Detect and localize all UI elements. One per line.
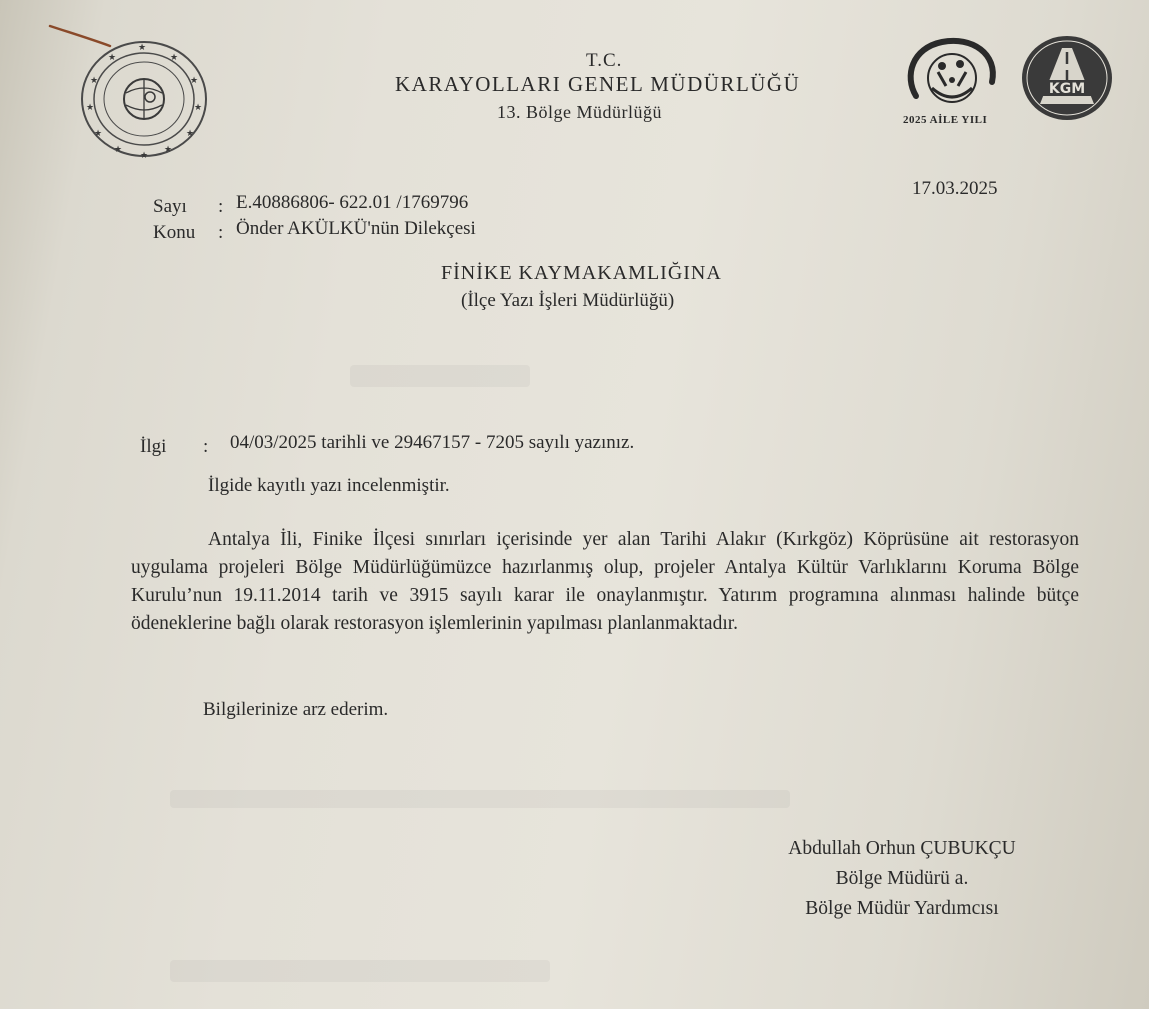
kgm-logo-icon: [1020, 34, 1114, 122]
svg-text:★: ★: [190, 76, 199, 86]
addressee-line1: FİNİKE KAYMAKAMLIĞINA: [441, 262, 722, 284]
svg-text:★: ★: [140, 151, 149, 160]
svg-text:★: ★: [108, 53, 117, 63]
body-paragraph-2: Antalya İli, Finike İlçesi sınırları içerisinde yer alan Tarihi Alakır (Kırkgöz) Köprüsüne ait restorasyon uygulama projeleri Bölge Müdürlüğümüzce hazırlanmış olup, projeler Antalya Kültür Varlıklarını Koruma Bölge Kurulu’nun 19.11.2014 tarih ve 3915 sayılı karar ile onaylanmıştır. Yatırım programına alınması halinde bütçe ödeneklerine bağlı olarak restorasyon işlemlerinin yapılması planlanmaktadır.: [131, 529, 1079, 634]
sayi-label: Sayı: [153, 196, 187, 217]
svg-text:★: ★: [114, 145, 123, 155]
konu-value: Önder AKÜLKÜ'nün Dilekçesi: [236, 218, 476, 239]
sayi-colon: :: [218, 196, 224, 217]
ministry-seal-icon: [78, 38, 210, 160]
kgm-logo-text: KGM: [1048, 81, 1086, 97]
ilgi-label: İlgi: [140, 436, 167, 457]
svg-text:★: ★: [164, 145, 173, 155]
header-organization: KARAYOLLARI GENEL MÜDÜRLÜĞÜ: [395, 72, 801, 96]
signatory-name: Abdullah Orhun ÇUBUKÇU: [788, 838, 1016, 859]
header-region: 13. Bölge Müdürlüğü: [497, 102, 662, 122]
svg-text:★: ★: [94, 129, 103, 139]
konu-colon: :: [218, 222, 224, 243]
svg-text:★: ★: [170, 53, 179, 63]
signatory-title-2: Bölge Müdür Yardımcısı: [805, 898, 999, 919]
document-date: 17.03.2025: [912, 178, 998, 199]
show-through: [170, 790, 790, 808]
ilgi-colon: :: [203, 436, 209, 457]
addressee-line2: (İlçe Yazı İşleri Müdürlüğü): [461, 290, 675, 311]
family-year-logo-icon: [902, 36, 1002, 116]
konu-label: Konu: [153, 222, 196, 243]
svg-text:★: ★: [186, 129, 195, 139]
header-tc: T.C.: [586, 50, 623, 71]
show-through: [350, 365, 530, 387]
svg-text:★: ★: [194, 103, 203, 113]
sayi-value: E.40886806- 622.01 /1769796: [236, 192, 469, 213]
signatory-title-1: Bölge Müdürü a.: [835, 868, 969, 889]
show-through: [170, 960, 550, 982]
family-year-caption: 2025 AİLE YILI: [903, 114, 988, 126]
ilgi-value: 04/03/2025 tarihli ve 29467157 - 7205 sayılı yazınız.: [230, 432, 635, 453]
body-paragraph-1: İlgide kayıtlı yazı incelenmiştir.: [208, 475, 450, 496]
svg-text:★: ★: [90, 76, 99, 86]
svg-text:★: ★: [138, 43, 147, 53]
body-paragraph-3: Bilgilerinize arz ederim.: [203, 699, 389, 720]
svg-text:★: ★: [86, 103, 95, 113]
